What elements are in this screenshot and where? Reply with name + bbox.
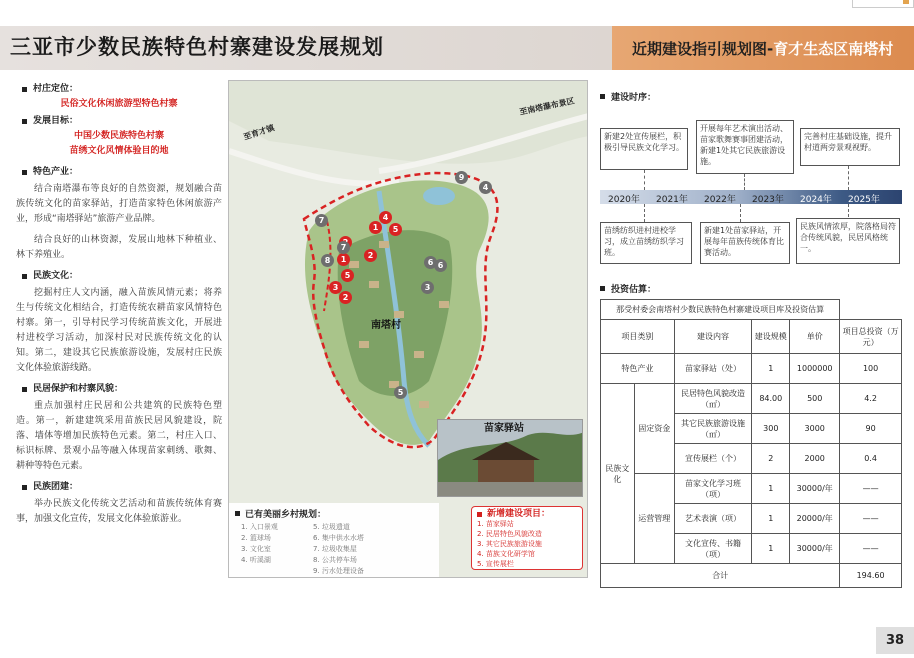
map-pin-new[interactable]: 2 (339, 291, 352, 304)
legend-existing-item: 8. 公共停车场 (313, 556, 357, 564)
map-pin-new[interactable]: 4 (379, 211, 392, 224)
legend-existing-item: 5. 垃圾遗道 (313, 523, 350, 531)
map-pin-existing[interactable]: 7 (315, 214, 328, 227)
goal-line-2: 苗绣文化风情体验目的地 (69, 146, 169, 156)
industry-paragraph-2: 结合良好的山林资源，发展山地林下种植业、林下养殖业。 (16, 235, 222, 260)
subcategory-cell: 固定资金 (634, 384, 674, 474)
road-label-yucai: 至育才镇 (242, 123, 276, 142)
left-description-column (16, 80, 222, 533)
table-header: 建设内容 (674, 320, 752, 354)
map-pin-existing[interactable]: 7 (337, 241, 350, 254)
timeline-year: 2022年 (704, 195, 736, 205)
unity-paragraph: 举办民族文化传统文艺活动和苗族传统体育赛事，加强文化宣传，发展文化体验旅游业。 (16, 499, 222, 524)
timeline-year: 2025年 (848, 195, 880, 205)
culture-heading: 民族文化： (16, 269, 222, 284)
legend-new-item: 3. 其它民族旅游设施 (477, 540, 542, 548)
timeline-year: 2023年 (752, 195, 784, 205)
legend-new-item: 4. 苗族文化研学馆 (477, 550, 535, 558)
category-cell: 特色产业 (601, 354, 675, 384)
industry-paragraph-1: 结合南塔瀑布等良好的自然资源，规划融合苗族传统文化的苗家驿站，打造苗家特色休闲旅游产业，形成“南塔驿站”旅游产业品牌。 (16, 184, 222, 224)
timeline-year: 2020年 (608, 195, 640, 205)
legend-existing-item: 3. 文化室 (241, 545, 271, 553)
legend-new-item: 1. 苗家驿站 (477, 520, 514, 528)
timeline-box-top-1: 新建2处宣传展栏，积极引导民族文化学习。 (600, 128, 688, 170)
table-row: 民族文化 固定资金 民居特色风貌改造（㎡） 84.00 500 4.2 (601, 384, 902, 414)
timeline-box-bottom-3: 民族风情浓厚，院落格局符合传统风貌，民居风格统一。 (796, 218, 900, 264)
investment-table (600, 299, 902, 588)
map-pin-existing[interactable]: 5 (394, 386, 407, 399)
housing-paragraph: 重点加强村庄民居和公共建筑的民族特色塑造。第一，新建建筑采用苗族民居风貌建设，院落、墙体等增加民族特色元素。第二，村庄入口、标识标牌、景观小品等融入体现苗家刺绣、歌舞、耕种等特色元素。 (16, 401, 222, 471)
legend-existing-item: 6. 集中供水水塔 (313, 534, 364, 542)
table-row: 其它民族旅游设施（㎡） 300 3000 90 (601, 414, 902, 444)
legend-new-item: 2. 民居特色风貌改造 (477, 530, 542, 538)
village-label: 南塔村 (371, 320, 401, 331)
header-subtitle-bar (612, 26, 914, 70)
unity-heading: 民族团建： (16, 480, 222, 495)
sum-total: 194.60 (840, 564, 902, 588)
village-plan-map (228, 80, 588, 578)
road-label-waterfall: 至南塔瀑布景区 (518, 96, 576, 117)
map-pin-new[interactable]: 2 (364, 249, 377, 262)
investment-heading: 投资估算： (600, 282, 656, 295)
table-row: 文化宣传、书籍（项） 1 30000/年 —— (601, 534, 902, 564)
map-pin-existing[interactable]: 8 (321, 254, 334, 267)
table-header: 项目类别 (601, 320, 675, 354)
timeline-box-top-2: 开展每年艺术演出活动、苗家歌舞赛事团建活动，新建1处其它民族旅游设施。 (696, 120, 794, 174)
legend-existing-item (241, 566, 313, 576)
category-cell: 民族文化 (601, 384, 635, 564)
timeline-box-bottom-1: 苗绣纺织进村进校学习，成立苗绣纺织学习班。 (600, 222, 692, 264)
table-sum-row (601, 564, 902, 588)
map-pin-new[interactable]: 1 (369, 221, 382, 234)
culture-paragraph: 挖掘村庄人文内涵，融入苗族风情元素；将养生与传统文化相结合，打造传统农耕苗家风情特色村寨。第一，引导村民学习传统苗族文化，开展进村进校学习活动，加深村民对民族传统文化的认知。第二，建设其它民族旅游设施，发展村庄民族文化体验旅游线路。 (16, 288, 222, 373)
top-tab (852, 0, 914, 8)
map-pin-new[interactable]: 3 (329, 281, 342, 294)
timeline-year: 2021年 (656, 195, 688, 205)
table-row: 运营管理 苗家文化学习班（项） 1 30000/年 —— (601, 474, 902, 504)
housing-heading: 民居保护和村寨风貌： (16, 382, 222, 397)
map-pin-existing[interactable]: 6 (424, 256, 437, 269)
inn-photo-label: 苗家驿站 (484, 423, 524, 434)
table-header: 单价 (790, 320, 840, 354)
positioning-value: 民俗文化休闲旅游型特色村寨 (60, 99, 178, 109)
table-row: 艺术表演（项） 1 20000/年 —— (601, 504, 902, 534)
legend-existing-item: 2. 篮球场 (241, 534, 271, 542)
legend-existing-item: 1. 入口景观 (241, 523, 278, 531)
legend-existing-item: 9. 污水处理设备 (313, 567, 364, 575)
positioning-heading: 村庄定位： (16, 82, 222, 97)
legend-new-item: 5. 宣传展栏 (477, 560, 514, 568)
legend-new: 新增建设项目： 1. 苗家驿站 2. 民居特色风貌改造 3. 其它民族旅游设施 4. 苗族文化研学馆 5. 宣传展栏 (471, 506, 583, 570)
sum-label: 合计 (601, 564, 840, 588)
table-row: 特色产业 苗家驿站（处） 1 1000000 100 (601, 354, 902, 384)
table-header: 建设规模 (752, 320, 790, 354)
table-row: 宣传展栏（个） 2 2000 0.4 (601, 444, 902, 474)
timeline-year: 2024年 (800, 195, 832, 205)
goal-heading: 发展目标： (16, 114, 222, 129)
map-pin-new[interactable]: 1 (337, 253, 350, 266)
table-title: 那受村委会南塔村少数民族特色村寨建设项目库及投资估算 (601, 300, 840, 320)
table-header: 项目总投资（万元） (840, 320, 902, 354)
timeline-heading: 建设时序： (600, 90, 656, 103)
map-pin-existing[interactable]: 4 (479, 181, 492, 194)
subcategory-cell: 运营管理 (634, 474, 674, 564)
goal-line-1: 中国少数民族特色村寨 (73, 131, 164, 141)
header-title-bar (0, 26, 612, 70)
map-pin-new[interactable]: 5 (389, 223, 402, 236)
timeline-box-bottom-2: 新建1处苗家驿站，开展每年苗族传统体育比赛活动。 (700, 222, 790, 264)
page-title: 三亚市少数民族特色村寨建设发展规划 (10, 35, 384, 59)
map-pin-existing[interactable]: 6 (434, 259, 447, 272)
page-subtitle: 近期建设指引规划图-育才生态区南塔村 (632, 40, 894, 58)
legend-existing-item: 7. 垃圾收集屋 (313, 545, 357, 553)
industry-heading: 特色产业： (16, 165, 222, 180)
page-number: 38 (876, 627, 914, 654)
map-pin-new[interactable]: 5 (341, 269, 354, 282)
map-pin-existing[interactable]: 9 (455, 171, 468, 184)
legend-existing: 已有美丽乡村规划： 1. 入口景观 5. 垃圾遗道 2. 篮球场 6. 集中供水水塔 3. 文化室 7. 垃圾收集屋 4. 听溪湖 8. 公共停车场 9. 污水处理设备 (229, 503, 439, 578)
map-pin-existing[interactable]: 3 (421, 281, 434, 294)
legend-existing-item: 4. 听溪湖 (241, 556, 271, 564)
timeline-box-top-3: 完善村庄基础设施，提升村道两旁景观视野。 (800, 128, 900, 166)
